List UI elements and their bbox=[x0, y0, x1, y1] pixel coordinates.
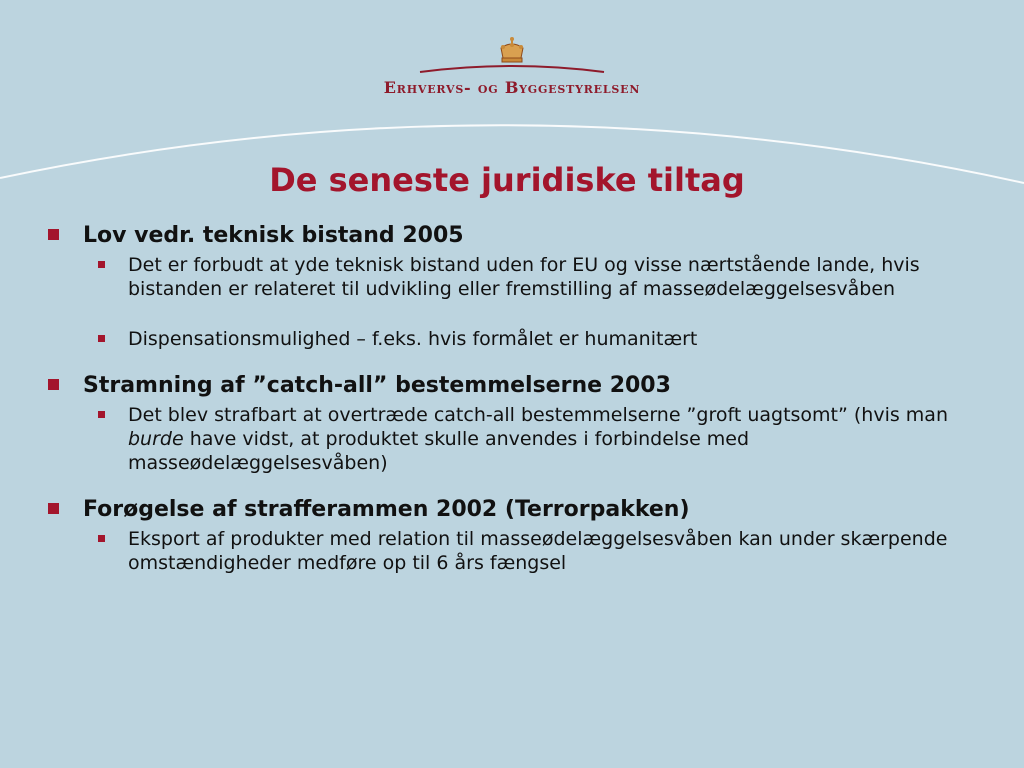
list-item bbox=[44, 527, 984, 575]
list-item-text-start: Det blev strafbart at overtræde catch-all bestemmelserne ”groft uagtsomt” (hvis man bbox=[128, 404, 948, 426]
slide-title: De seneste juridiske tiltag bbox=[269, 161, 745, 199]
section-catch-all bbox=[44, 371, 984, 475]
section-heading bbox=[44, 495, 984, 525]
list-item-text: Eksport af produkter med relation til masseødelæggelsesvåben kan under skærpende omstændigheder medføre op til 6 års fængsel bbox=[128, 528, 948, 574]
list-item bbox=[44, 253, 984, 301]
section-heading bbox=[44, 371, 984, 401]
list-item-emphasis: burde bbox=[128, 428, 184, 450]
list-item bbox=[44, 327, 984, 351]
square-bullet-icon bbox=[98, 335, 105, 342]
square-bullet-icon bbox=[48, 229, 59, 240]
section-heading-text: Stramning af ”catch-all” bestemmelserne 2003 bbox=[83, 373, 671, 398]
list-item bbox=[44, 403, 984, 475]
square-bullet-icon bbox=[48, 379, 59, 390]
section-technical-assistance bbox=[44, 221, 984, 351]
list-item-text-end: have vidst, at produktet skulle anvendes i forbindelse med masseødelæggelsesvåben) bbox=[128, 428, 750, 474]
section-heading bbox=[44, 221, 984, 251]
section-heading-text: Forøgelse af strafferammen 2002 (Terrorpakken) bbox=[83, 497, 690, 522]
section-penalty bbox=[44, 495, 984, 575]
square-bullet-icon bbox=[98, 411, 105, 418]
list-item-text: Det er forbudt at yde teknisk bistand uden for EU og visse nærtstående lande, hvis bistanden er relateret til udvikling eller fremstilling af masseødelæggelsesvåben bbox=[128, 254, 920, 300]
agency-name: Erhvervs- og Byggestyrelsen bbox=[383, 78, 641, 97]
square-bullet-icon bbox=[48, 503, 59, 514]
bullet-list bbox=[44, 221, 984, 589]
section-heading-text: Lov vedr. teknisk bistand 2005 bbox=[83, 223, 464, 248]
list-item-text: Dispensationsmulighed – f.eks. hvis formålet er humanitært bbox=[128, 328, 698, 350]
square-bullet-icon bbox=[98, 535, 105, 542]
square-bullet-icon bbox=[98, 261, 105, 268]
crown-icon bbox=[497, 36, 527, 66]
